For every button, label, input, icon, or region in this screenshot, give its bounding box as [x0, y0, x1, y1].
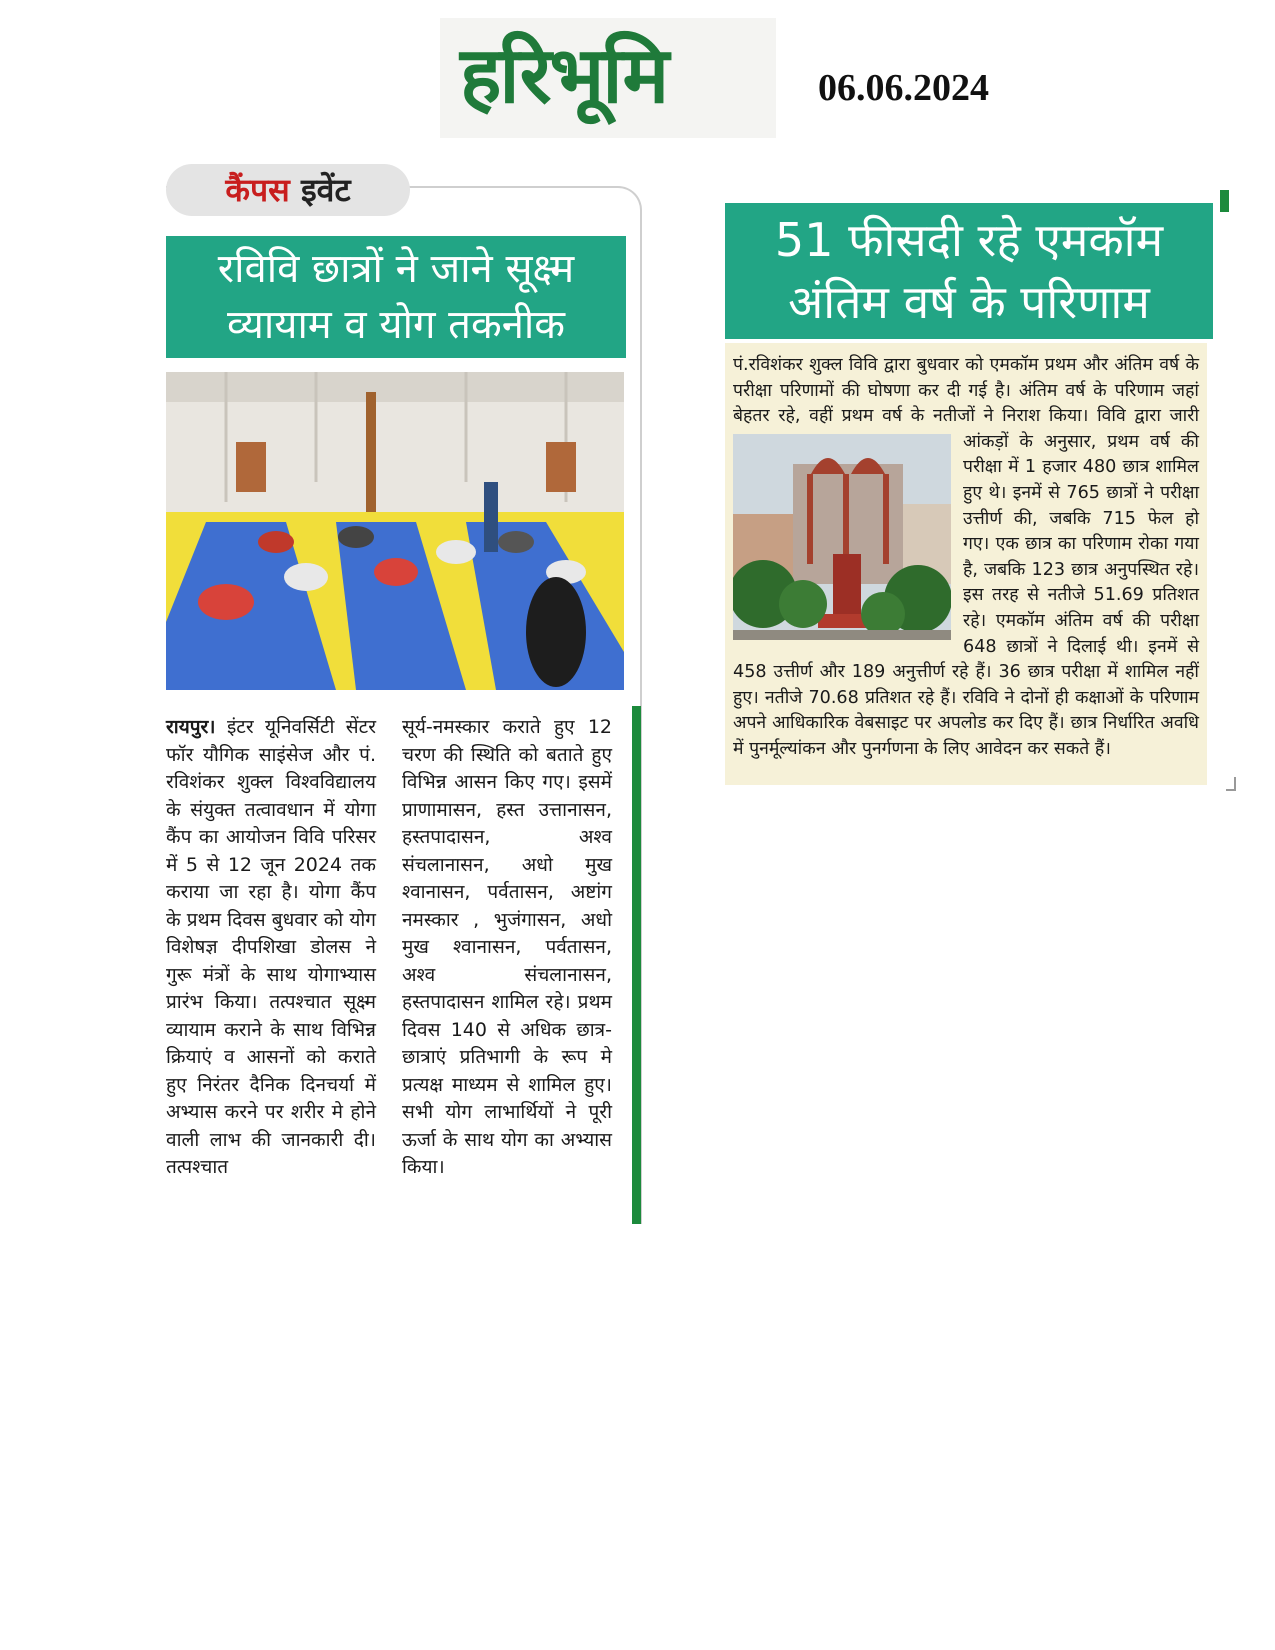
- left-article-column-2: सूर्य-नमस्कार कराते हुए 12 चरण की स्थिति को बताते हुए विभिन्न आसन किए गए। इसमें प्राणामासन, हस्त उत्तानासन, हस्तपादासन, अश्व संचलानासन, अधो मुख श्वानासन, पर्वतासन, अष्टांग नमस्कार , भुजंगासन, अधो मुख श्वानासन, पर्वतासन, अश्व संचलानासन, हस्तपादासन शामिल रहे। प्रथम दिवस 140 से अधिक छात्र-छात्राएं प्रतिभागी के रूप मे प्रत्यक्ष माध्यम से शामिल हुए। सभी योग लाभार्थियों ने पूरी ऊर्जा के साथ योग का अभ्यास किया।: [402, 716, 612, 1178]
- left-article-column-1-text: इंटर यूनिवर्सिटी सेंटर फॉर यौगिक साइंसेज और पं. रविशंकर शुक्ल विश्वविद्यालय के संयुक्त तत्वावधान में योगा कैंप का आयोजन विवि परिसर में 5 से 12 जून 2024 तक कराया जा रहा है। योगा कैंप के प्रथम दिवस बुधवार को योग विशेषज्ञ दीपशिखा डोलस ने गुरू मंत्रों के साथ योगाभ्यास प्रारंभ किया। तत्पश्चात सूक्ष्म व्यायाम कराने के साथ विभिन्न क्रियाएं व आसनों को कराते हुए निरंतर दैनिक दिनचर्या में अभ्यास करने पर शरीर मे होने वाली लाभ की जानकारी दी। तत्पश्चात: [166, 716, 376, 1178]
- publication-date: 06.06.2024: [818, 67, 989, 109]
- right-article-text: [733, 353, 1199, 763]
- left-article-body: [166, 714, 612, 1214]
- section-tag-part2: इवेंट: [300, 171, 351, 209]
- section-tag-part1: कैंपस: [225, 171, 290, 209]
- right-article-accent-mark: [1220, 190, 1229, 212]
- left-article-headline: रविवि छात्रों ने जाने सूक्ष्म व्यायाम व योग तकनीक: [166, 236, 626, 358]
- newspaper-logo: हरिभूमि: [460, 31, 668, 121]
- left-article-column-1: [166, 714, 376, 1182]
- right-article-headline: 51 फीसदी रहे एमकॉम अंतिम वर्ष के परिणाम: [725, 203, 1213, 339]
- left-article-accent-bar: [632, 706, 641, 1224]
- right-article-intro: पं.रविशंकर शुक्ल विवि द्वारा बुधवार को एमकॉम प्रथम और अंतिम वर्ष के परीक्षा परिणामों की घोषणा कर दी गई है। अंतिम वर्ष के परिणाम जहां बेहतर रहे, वहीं प्रथम वर्ष के नतीजों ने निराश किया।: [733, 355, 1199, 427]
- corner-mark: [1226, 777, 1236, 791]
- masthead: [440, 18, 776, 138]
- right-article-body: [725, 343, 1207, 785]
- yoga-class-photo: [166, 372, 624, 690]
- article-dateline: रायपुर।: [166, 716, 216, 738]
- section-tag: [166, 164, 410, 216]
- university-building-photo: [733, 434, 951, 640]
- right-article-body-text: विवि द्वारा जारी आंकड़ों के अनुसार, प्रथम वर्ष की परीक्षा में 1 हजार 480 छात्र शामिल हुए थे। इनमें से 765 छात्रों ने परीक्षा उत्तीर्ण की, जबकि 715 फेल हो गए। एक छात्र का परिणाम रोका गया है, जबकि 123 छात्र अनुपस्थित रहे। इस तरह से नतीजे 51.69 प्रतिशत रहे। एमकॉम अंतिम वर्ष की परीक्षा 648 छात्रों ने दिलाई थी। इनमें से 458 उत्तीर्ण और 189 अनुत्तीर्ण रहे हैं। 36 छात्र परीक्षा में शामिल नहीं हुए। नतीजे 70.68 प्रतिशत रहे हैं। रविवि ने दोनों ही कक्षाओं के परिणाम अपने आधिकारिक वेबसाइट पर अपलोड कर दिए हैं। छात्र निर्धारित अवधि में पुनर्मूल्यांकन और पुनर्गणना के लिए आवेदन कर सकते हैं।: [733, 406, 1199, 759]
